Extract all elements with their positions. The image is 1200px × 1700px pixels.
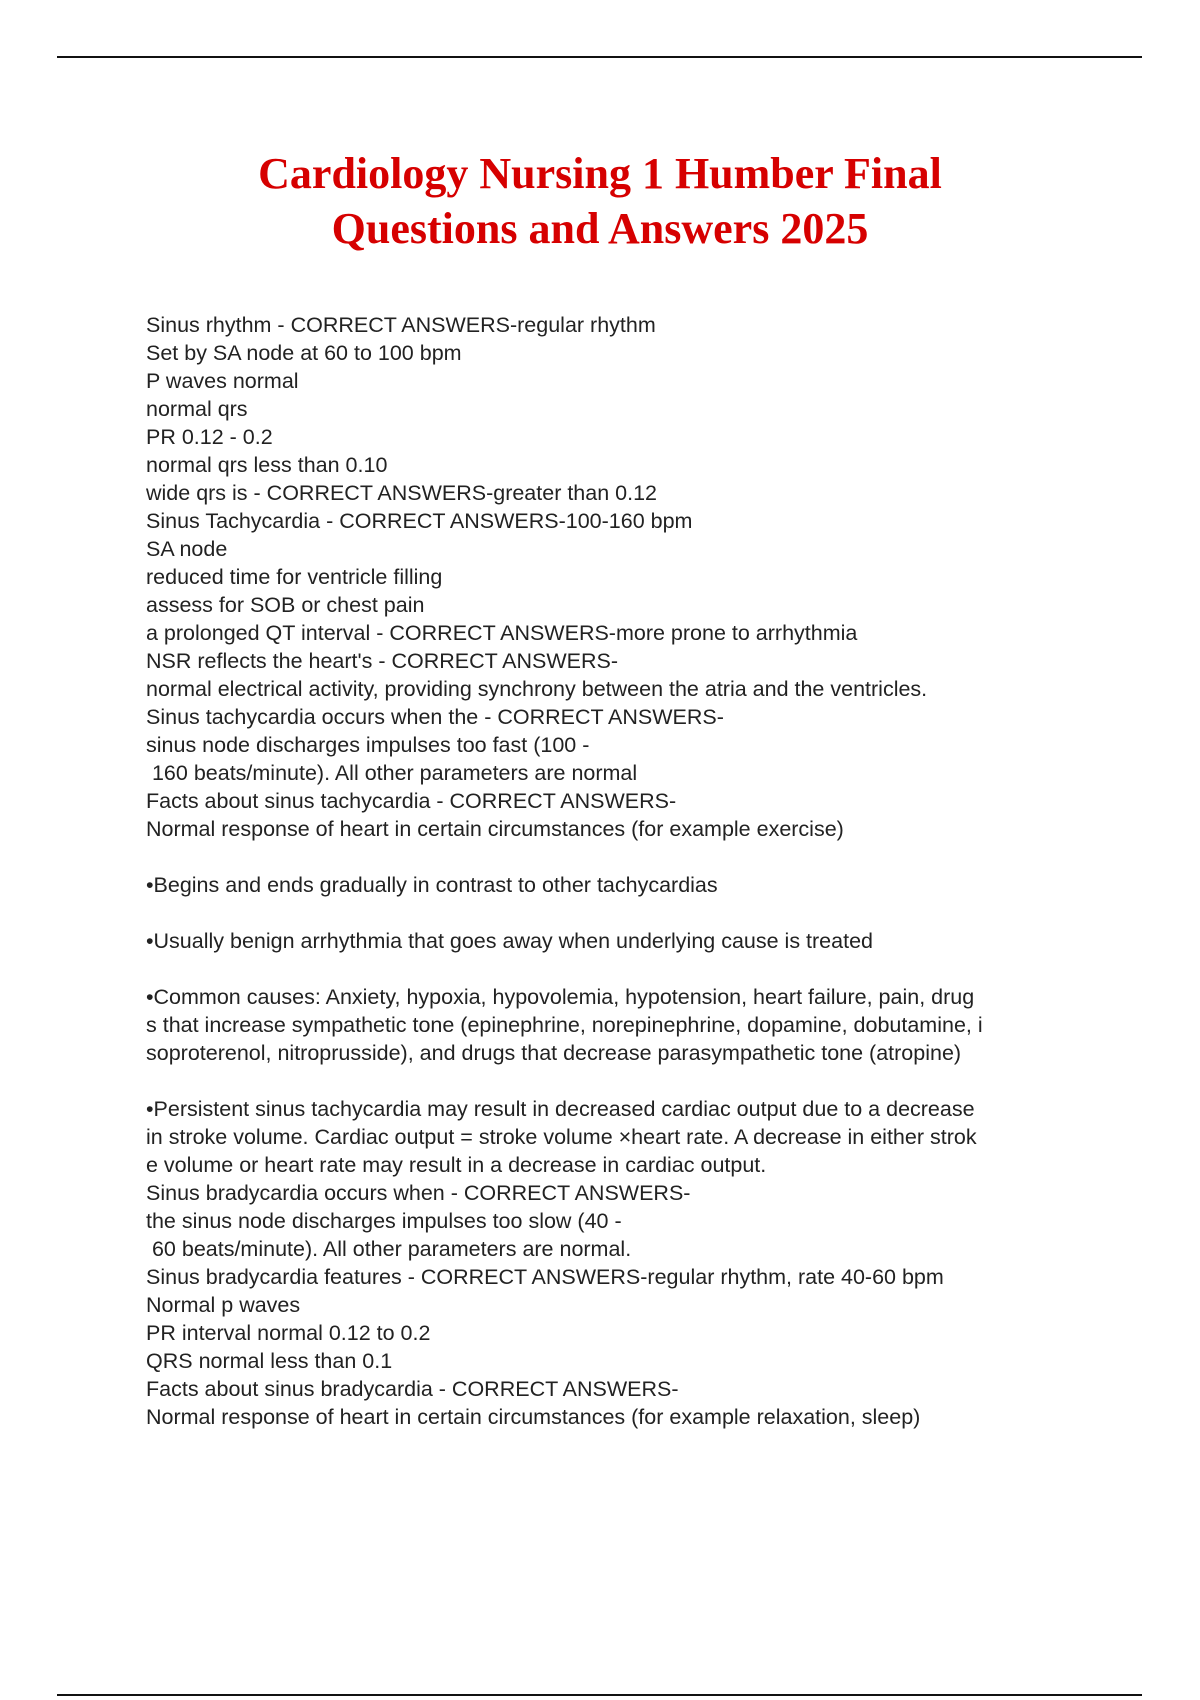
text-line: normal qrs — [146, 397, 248, 421]
text-line: Facts about sinus bradycardia - CORRECT ANSWERS- — [146, 1377, 679, 1401]
text-line: wide qrs is - CORRECT ANSWERS-greater than 0.12 — [146, 481, 657, 505]
text-line: Normal response of heart in certain circumstances (for example exercise) — [146, 817, 844, 841]
text-line: sinus node discharges impulses too fast (100 - — [146, 733, 590, 757]
text-line: e volume or heart rate may result in a decrease in cardiac output. — [146, 1153, 767, 1177]
paragraph-gap — [146, 843, 1106, 871]
text-line: NSR reflects the heart's - CORRECT ANSWERS- — [146, 649, 619, 673]
document-title — [140, 146, 1060, 256]
text-line: the sinus node discharges impulses too slow (40 - — [146, 1209, 622, 1233]
paragraph-gap — [146, 1067, 1106, 1095]
text-line: 60 beats/minute). All other parameters are normal. — [146, 1237, 632, 1261]
text-line: 160 beats/minute). All other parameters are normal — [146, 761, 638, 785]
text-line: Sinus rhythm - CORRECT ANSWERS-regular rhythm — [146, 313, 656, 337]
text-line: assess for SOB or chest pain — [146, 593, 425, 617]
text-line: QRS normal less than 0.1 — [146, 1349, 393, 1373]
text-line: soproterenol, nitroprusside), and drugs that decrease parasympathetic tone (atropine) — [146, 1041, 962, 1065]
bottom-rule — [57, 1694, 1142, 1696]
title-line-2: Questions and Answers 2025 — [331, 204, 869, 253]
text-line: •Common causes: Anxiety, hypoxia, hypovolemia, hypotension, heart failure, pain, drug — [146, 985, 975, 1009]
text-line: normal electrical activity, providing synchrony between the atria and the ventricles. — [146, 677, 928, 701]
text-line: Sinus Tachycardia - CORRECT ANSWERS-100-160 bpm — [146, 509, 693, 533]
text-line: PR interval normal 0.12 to 0.2 — [146, 1321, 431, 1345]
text-line: reduced time for ventricle filling — [146, 565, 443, 589]
text-line: Facts about sinus tachycardia - CORRECT ANSWERS- — [146, 789, 677, 813]
text-line: s that increase sympathetic tone (epinephrine, norepinephrine, dopamine, dobutamine, i — [146, 1013, 983, 1037]
text-line: •Begins and ends gradually in contrast to other tachycardias — [146, 873, 718, 897]
text-line: a prolonged QT interval - CORRECT ANSWERS-more prone to arrhythmia — [146, 621, 858, 645]
text-line: Sinus bradycardia occurs when - CORRECT ANSWERS- — [146, 1181, 691, 1205]
text-line: •Usually benign arrhythmia that goes away when underlying cause is treated — [146, 929, 873, 953]
text-line: SA node — [146, 537, 228, 561]
text-line: normal qrs less than 0.10 — [146, 453, 388, 477]
text-line: Normal response of heart in certain circumstances (for example relaxation, sleep) — [146, 1405, 921, 1429]
text-line: PR 0.12 - 0.2 — [146, 425, 273, 449]
text-line: P waves normal — [146, 369, 299, 393]
paragraph-gap — [146, 955, 1106, 983]
text-line: in stroke volume. Cardiac output = stroke volume ×heart rate. A decrease in either strok — [146, 1125, 977, 1149]
text-line: Sinus tachycardia occurs when the - CORRECT ANSWERS- — [146, 705, 724, 729]
text-line: •Persistent sinus tachycardia may result in decreased cardiac output due to a decrease — [146, 1097, 975, 1121]
title-line-1: Cardiology Nursing 1 Humber Final — [258, 149, 942, 198]
qa-body — [146, 311, 1106, 1431]
paragraph-gap — [146, 899, 1106, 927]
top-rule — [57, 56, 1142, 58]
text-line: Sinus bradycardia features - CORRECT ANSWERS-regular rhythm, rate 40-60 bpm — [146, 1265, 944, 1289]
text-line: Set by SA node at 60 to 100 bpm — [146, 341, 462, 365]
text-line: Normal p waves — [146, 1293, 301, 1317]
